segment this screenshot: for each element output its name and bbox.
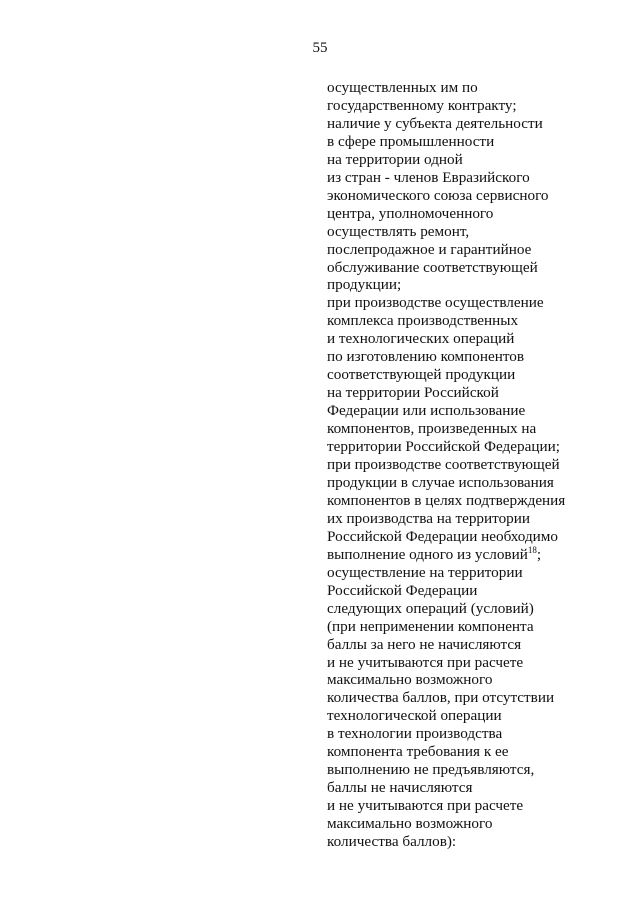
text-line: центра, уполномоченного — [327, 204, 494, 222]
text-line: максимально возможного — [327, 815, 493, 833]
text-line: следующих операций (условий) — [327, 599, 534, 617]
text-line: выполнению не предъявляются, — [327, 761, 535, 779]
text-line: государственному контракту; — [327, 96, 517, 114]
text-line: Российской Федерации необходимо — [327, 527, 559, 545]
text-line: и технологических операций — [327, 330, 515, 348]
text-line: количества баллов): — [327, 833, 457, 851]
text-line: при производстве осуществление — [327, 294, 544, 312]
text-line: компонента требования к ее — [327, 743, 509, 761]
page-number: 55 — [312, 40, 328, 56]
text-line: Российской Федерации — [327, 581, 478, 599]
text-line: компонентов, произведенных на — [327, 420, 537, 438]
text-line: в сфере промышленности — [327, 132, 495, 150]
text-line: их производства на территории — [327, 509, 531, 527]
text-line: баллы не начисляются — [327, 779, 473, 797]
text-line: максимально возможного — [327, 671, 493, 689]
text-line: комплекса производственных — [327, 312, 519, 330]
text-line: экономического союза сервисного — [327, 186, 549, 204]
text-line: Федерации или использование — [327, 402, 526, 420]
text-line: и не учитываются при расчете — [327, 653, 524, 671]
text-line: осуществленных им по — [327, 79, 478, 96]
text-line: при производстве соответствующей — [327, 456, 560, 474]
text-line: соответствующей продукции — [327, 366, 516, 384]
text-line: на территории одной — [327, 150, 463, 168]
footnote-reference[interactable]: 18 — [527, 544, 537, 555]
text-line: в технологии производства — [327, 725, 503, 743]
text-line: послепродажное и гарантийное — [327, 240, 532, 258]
text-line: осуществлять ремонт, — [327, 222, 470, 240]
text-line: наличие у субъекта деятельности — [327, 114, 543, 132]
text-line: продукции; — [327, 276, 402, 294]
body-text-column — [327, 79, 627, 851]
text-line: по изготовлению компонентов — [327, 348, 525, 366]
text-line: осуществление на территории — [327, 563, 523, 581]
text-line: территории Российской Федерации; — [327, 438, 560, 456]
text-line: (при неприменении компонента — [327, 617, 534, 635]
text-line-with-footnote — [327, 546, 627, 564]
text-line: обслуживание соответствующей — [327, 258, 538, 276]
text-line: из стран - членов Евразийского — [327, 168, 530, 186]
text-line: количества баллов, при отсутствии — [327, 689, 555, 707]
footnote-line-text: выполнение одного из условий — [327, 545, 528, 563]
text-line: на территории Российской — [327, 384, 499, 402]
text-line: технологической операции — [327, 707, 502, 725]
text-line: баллы за него не начисляются — [327, 635, 522, 653]
text-line: и не учитываются при расчете — [327, 797, 524, 815]
text-line: продукции в случае использования — [327, 473, 554, 491]
footnote-line-suffix: ; — [536, 545, 542, 563]
text-line: компонентов в целях подтверждения — [327, 491, 566, 509]
